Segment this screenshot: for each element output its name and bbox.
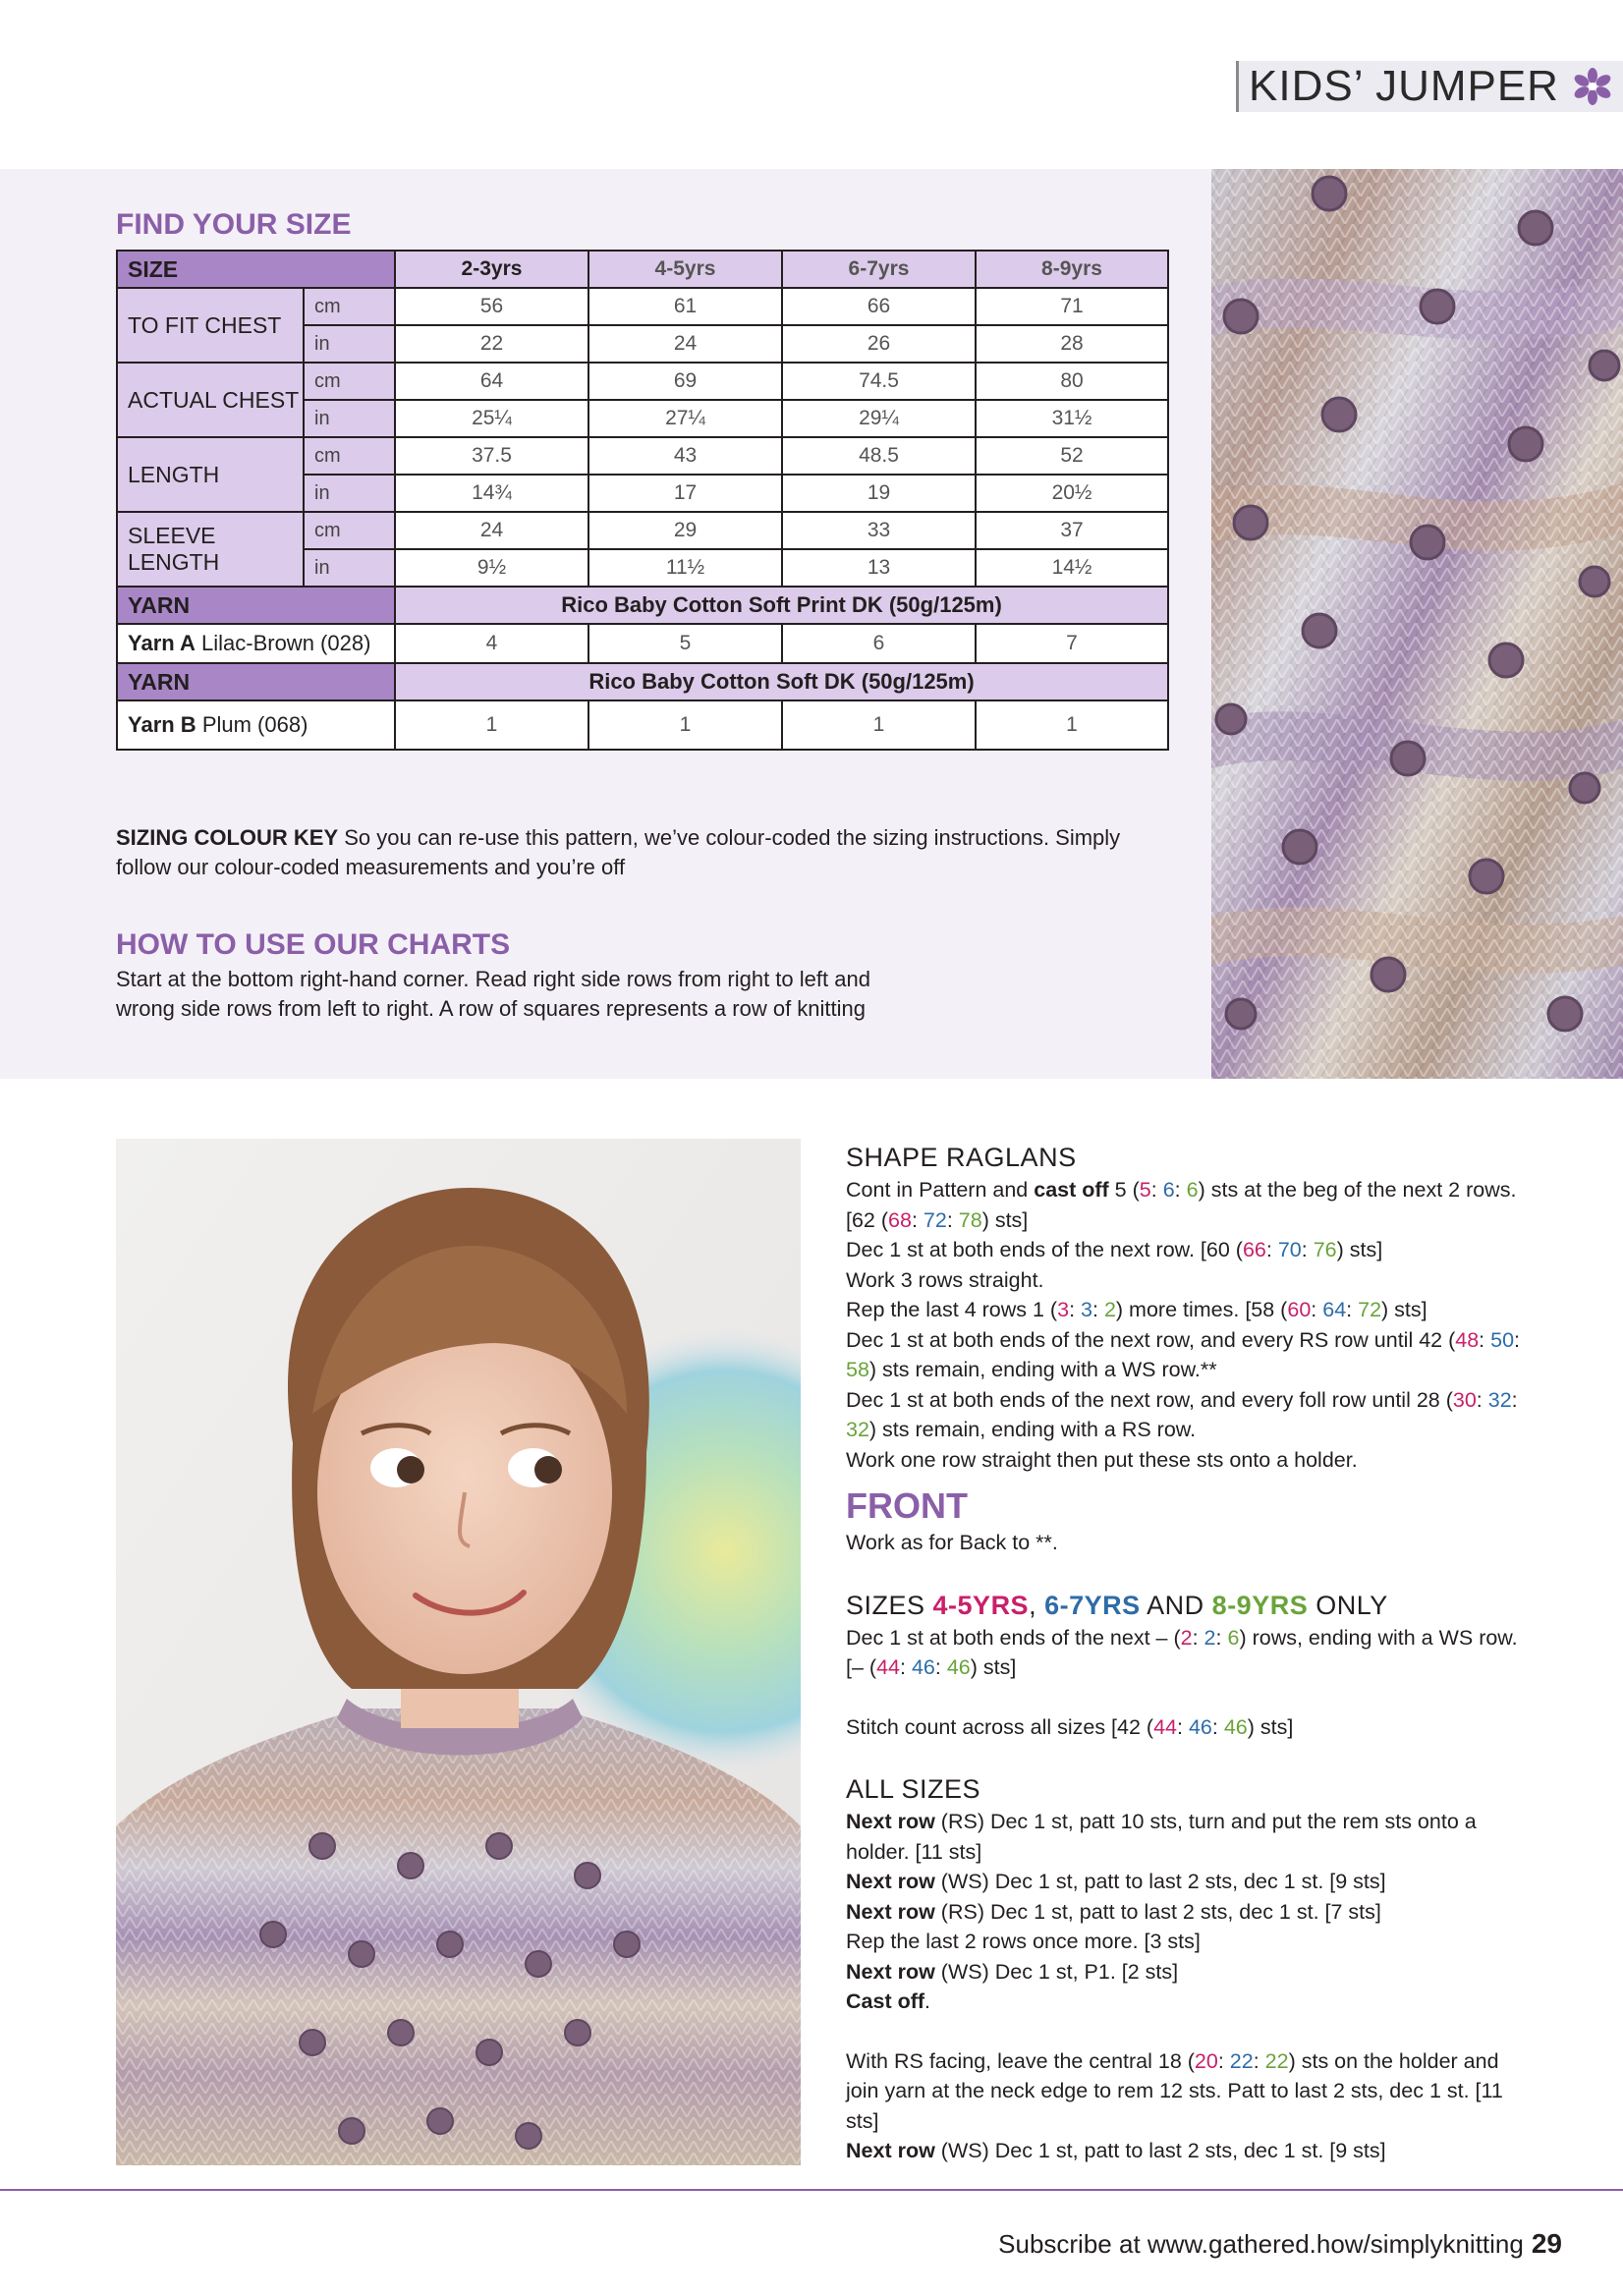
table-cell: 33 [782, 512, 976, 549]
pattern-line: Dec 1 st at both ends of the next – (2: 2: 6) rows, ending with a WS row. [– (44: 46: 46) sts] [846, 1625, 1524, 1679]
table-cell: 61 [588, 288, 782, 325]
table-cell: 7 [976, 624, 1168, 663]
table-cell: 37 [976, 512, 1168, 549]
yarn-b-label: Yarn B [128, 712, 196, 737]
table-cell: 13 [782, 549, 976, 587]
table-cell: 66 [782, 288, 976, 325]
unit-cm: cm [304, 512, 395, 549]
unit-in: in [304, 475, 395, 512]
yarn-label: YARN [117, 663, 395, 700]
table-cell: 27¼ [588, 400, 782, 437]
find-size-heading: FIND YOUR SIZE [116, 208, 352, 241]
table-cell: 74.5 [782, 363, 976, 400]
pattern-line: With RS facing, leave the central 18 (20: 22: 22) sts on the holder and join yarn at the neck edge to rem 12 sts. Patt to last 2 sts, dec 1 st. [11 sts] [846, 2048, 1503, 2133]
table-cell: 25¼ [395, 400, 588, 437]
pattern-line: Next row (RS) Dec 1 st, patt to last 2 sts, dec 1 st. [7 sts] [846, 1899, 1381, 1924]
pattern-line: Dec 1 st at both ends of the next row, and every foll row until 28 (30: 32: 32) sts remain, ending with a RS row. [846, 1387, 1518, 1441]
yarn-a-header-row [117, 587, 1168, 624]
table-cell: 1 [588, 700, 782, 750]
table-row [117, 512, 1168, 549]
table-cell: 31½ [976, 400, 1168, 437]
yarn-a-colour: Lilac-Brown (028) [195, 631, 371, 655]
table-cell: 64 [395, 363, 588, 400]
yarn-b-colour: Plum (068) [196, 712, 308, 737]
front-heading: FRONT [846, 1485, 968, 1526]
size-col-2: 6-7yrs [782, 251, 976, 288]
size-table [116, 250, 1169, 751]
size-col-3: 8-9yrs [976, 251, 1168, 288]
asterisk-flower-icon [1573, 67, 1612, 106]
table-cell: 20½ [976, 475, 1168, 512]
pattern-line: Next row (WS) Dec 1 st, patt to last 2 sts, dec 1 st. [9 sts] [846, 1870, 1386, 1893]
table-row [117, 363, 1168, 400]
charts-text: Start at the bottom right-hand corner. Read right side rows from right to left and wrong side rows from left to right. A row of squares represents a row of knitting [116, 967, 870, 1021]
pattern-line: Work as for Back to **. [846, 1531, 1058, 1554]
size-col-1: 4-5yrs [588, 251, 782, 288]
table-cell: 26 [782, 325, 976, 363]
table-row [117, 288, 1168, 325]
pattern-line: Dec 1 st at both ends of the next row. [60 (66: 70: 76) sts] [846, 1238, 1383, 1261]
child-wearing-jumper-photo [116, 1139, 801, 2165]
table-cell: 1 [782, 700, 976, 750]
colour-key-text: So you can re-use this pattern, we’ve colour-coded the sizing instructions. Simply follow our colour-coded measurements and you’re off [116, 825, 1121, 879]
size-label: SIZE [117, 251, 395, 288]
yarn-b-name [117, 700, 395, 750]
pattern-line: Cont in Pattern and cast off 5 (5: 6: 6) sts at the beg of the next 2 rows. [62 (68: 72: 78) sts] [846, 1178, 1517, 1232]
charts-heading: HOW TO USE OUR CHARTS [116, 928, 511, 961]
table-cell: 4 [395, 624, 588, 663]
page-number: 29 [1531, 2228, 1562, 2259]
pattern-line: Next row (RS) Dec 1 st, patt 10 sts, turn and put the rem sts onto a holder. [11 sts] [846, 1810, 1477, 1864]
yarn-label: YARN [117, 587, 395, 624]
table-cell: 37.5 [395, 437, 588, 475]
yarn-a-name [117, 624, 395, 663]
table-cell: 69 [588, 363, 782, 400]
table-cell: 14¾ [395, 475, 588, 512]
unit-cm: cm [304, 288, 395, 325]
unit-in: in [304, 549, 395, 587]
footer [998, 2228, 1562, 2260]
row-label-sleeve-length: SLEEVE LENGTH [117, 512, 304, 587]
pattern-line: Work one row straight then put these sts onto a holder. [846, 1447, 1358, 1472]
section-title: KIDS’ JUMPER [1249, 62, 1559, 110]
table-cell: 24 [588, 325, 782, 363]
table-cell: 6 [782, 624, 976, 663]
table-cell: 11½ [588, 549, 782, 587]
pattern-instructions [846, 1140, 1534, 2166]
table-cell: 56 [395, 288, 588, 325]
table-cell: 1 [976, 700, 1168, 750]
sizes-heading: SIZES 4-5YRS, 6-7YRS AND 8-9YRS ONLY [846, 1590, 1388, 1620]
footer-divider [0, 2189, 1623, 2191]
table-cell: 29¼ [782, 400, 976, 437]
table-cell: 24 [395, 512, 588, 549]
all-sizes-heading: ALL SIZES [846, 1774, 981, 1804]
yarn-b-description: Rico Baby Cotton Soft DK (50g/125m) [395, 663, 1168, 700]
table-row [117, 624, 1168, 663]
table-cell: 17 [588, 475, 782, 512]
pattern-line: Stitch count across all sizes [42 (44: 46: 46) sts] [846, 1714, 1294, 1739]
size-header-row [117, 251, 1168, 288]
pattern-line: Next row (WS) Dec 1 st, P1. [2 sts] [846, 1959, 1179, 1984]
row-label-actual-chest: ACTUAL CHEST [117, 363, 304, 437]
yarn-a-label: Yarn A [128, 631, 196, 655]
yarn-a-description: Rico Baby Cotton Soft Print DK (50g/125m) [395, 587, 1168, 624]
table-row [117, 700, 1168, 750]
pattern-line: Dec 1 st at both ends of the next row, and every RS row until 42 (48: 50: 58) sts remain, ending with a WS row.** [846, 1327, 1521, 1381]
shape-raglans-heading: SHAPE RAGLANS [846, 1143, 1077, 1172]
pattern-line: Work 3 rows straight. [846, 1267, 1044, 1292]
table-cell: 22 [395, 325, 588, 363]
table-cell: 9½ [395, 549, 588, 587]
footer-subscribe-text: Subscribe at www.gathered.how/simplyknitting [998, 2229, 1524, 2259]
colour-key-paragraph [116, 823, 1157, 882]
knit-swatch-photo [1211, 169, 1623, 1079]
unit-cm: cm [304, 363, 395, 400]
yarn-b-header-row [117, 663, 1168, 700]
table-cell: 48.5 [782, 437, 976, 475]
colour-key-label: SIZING COLOUR KEY [116, 825, 339, 850]
table-cell: 28 [976, 325, 1168, 363]
table-cell: 29 [588, 512, 782, 549]
table-cell: 52 [976, 437, 1168, 475]
table-cell: 1 [395, 700, 588, 750]
table-cell: 43 [588, 437, 782, 475]
table-cell: 71 [976, 288, 1168, 325]
unit-in: in [304, 400, 395, 437]
size-col-0: 2-3yrs [395, 251, 588, 288]
row-label-to-fit-chest: TO FIT CHEST [117, 288, 304, 363]
pattern-line: Next row (WS) Dec 1 st, patt to last 2 sts, dec 1 st. [9 sts] [846, 2139, 1386, 2162]
pattern-line: Cast off. [846, 1989, 931, 2013]
pattern-line: Rep the last 2 rows once more. [3 sts] [846, 1930, 1201, 1953]
table-cell: 5 [588, 624, 782, 663]
pattern-line: Rep the last 4 rows 1 (3: 3: 2) more times. [58 (60: 64: 72) sts] [846, 1298, 1427, 1321]
table-cell: 19 [782, 475, 976, 512]
table-cell: 80 [976, 363, 1168, 400]
table-cell: 14½ [976, 549, 1168, 587]
table-row [117, 437, 1168, 475]
unit-cm: cm [304, 437, 395, 475]
row-label-length: LENGTH [117, 437, 304, 512]
section-tab [1236, 61, 1623, 112]
unit-in: in [304, 325, 395, 363]
